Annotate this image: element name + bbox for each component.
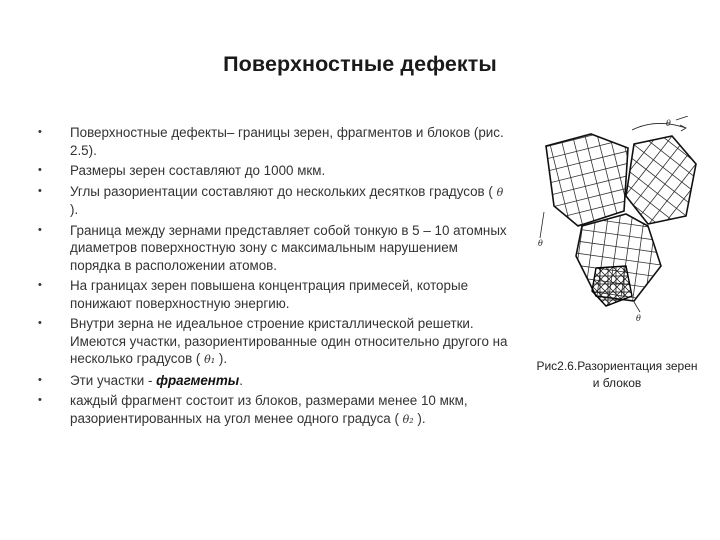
- bullet-text-end: ).: [215, 351, 228, 366]
- figure-caption: Рис2.6.Разориентация зерен и блоков: [536, 359, 698, 390]
- bullet-item: [38, 162, 508, 180]
- angle-label-top: θ: [666, 119, 671, 128]
- angle-label-bottom: θ: [636, 314, 641, 323]
- bullet-text: Размеры зерен составляют до 1000 мкм.: [70, 163, 326, 178]
- bullet-marker: •: [38, 223, 42, 236]
- grain-3: [549, 193, 694, 325]
- bullet-text-end: .: [239, 372, 243, 388]
- bullet-text: Углы разориентации составляют до нескольких десятков градусов (: [70, 183, 497, 199]
- bullet-marker: •: [38, 184, 42, 197]
- fragments-term: фрагменты: [156, 372, 240, 388]
- bullet-text: Поверхностные дефекты– границы зерен, фрагментов и блоков (рис. 2.5).: [70, 125, 504, 158]
- bullet-text: Внутри зерна не идеальное строение кристаллической решетки. Имеются участки, разориентированные один относительно другого на несколько градусов (: [70, 316, 508, 366]
- bullet-item: [38, 315, 508, 369]
- slide-title: Поверхностные дефекты: [223, 52, 497, 76]
- bullet-marker: •: [38, 126, 42, 138]
- bullet-item: [38, 277, 508, 312]
- bullet-text: каждый фрагмент состоит из блоков, размерами менее 10 мкм, разориентированных на угол менее одного градуса (: [70, 393, 468, 426]
- bullet-text: На границах зерен повышена концентрация примесей, которые понижают поверхностную энергию.: [70, 278, 469, 311]
- bullet-list: [38, 124, 508, 431]
- bullet-text: Эти участки -: [70, 372, 157, 388]
- bullet-marker: •: [38, 373, 42, 386]
- theta-1-symbol: θ₁: [204, 353, 216, 366]
- theta-symbol: θ: [496, 185, 504, 199]
- bullet-marker: •: [38, 317, 42, 329]
- bullet-item: [38, 183, 508, 219]
- bullet-text-end: ).: [413, 410, 426, 426]
- angle-label-left: θ: [538, 239, 543, 248]
- bullet-marker: •: [38, 164, 42, 176]
- theta-2-symbol: θ₂: [402, 412, 414, 426]
- bullet-text: Граница между зернами представляет собой тонкую в 5 – 10 атомных диаметров поверхностную зону с максимальным нарушением порядка в расположении атомов.: [70, 222, 507, 273]
- bullet-item: [38, 392, 508, 428]
- bullet-marker: •: [38, 394, 42, 406]
- bullet-text-end: ).: [70, 202, 79, 217]
- grain-misorientation-diagram: [536, 116, 702, 326]
- grain-2: [564, 116, 702, 280]
- bullet-marker: •: [38, 279, 42, 291]
- bullet-item: [38, 124, 508, 159]
- bullet-item: [38, 372, 508, 390]
- bullet-item: [38, 222, 508, 275]
